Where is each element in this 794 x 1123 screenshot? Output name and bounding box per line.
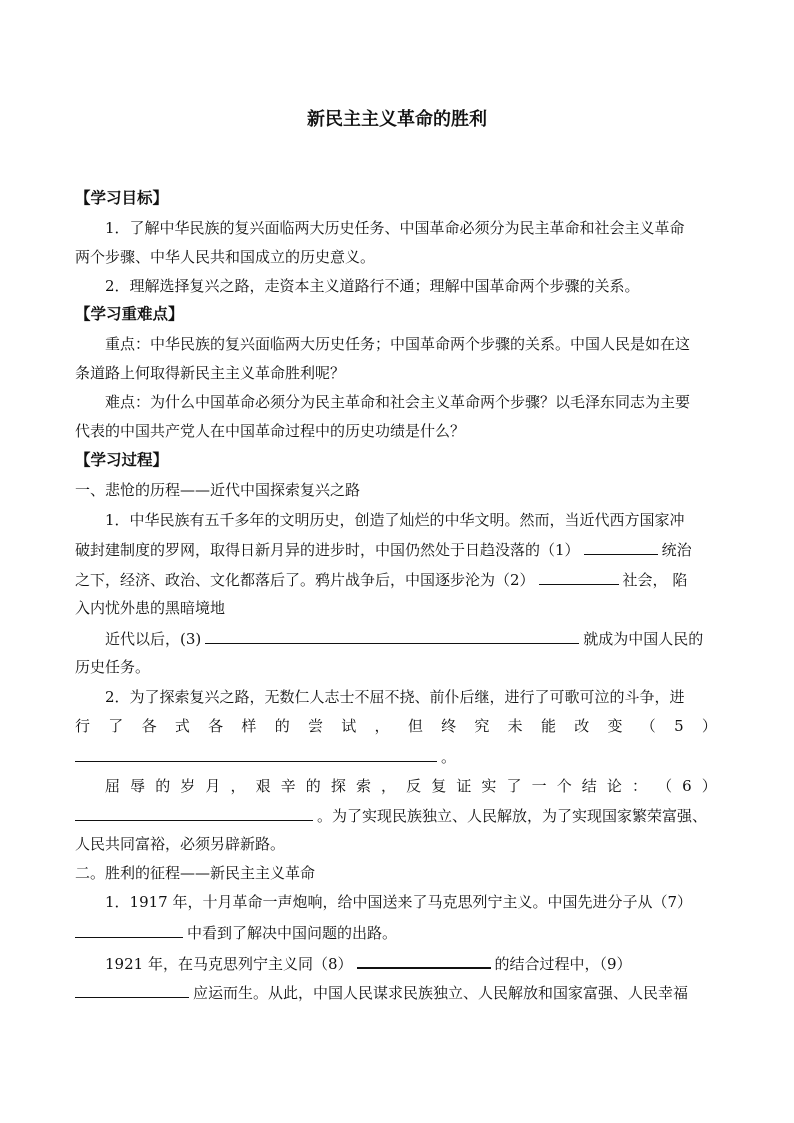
paragraph-2-line-4 xyxy=(105,776,717,796)
paragraph-2-line-3 xyxy=(75,746,794,767)
paragraph-2-line-5-end: 。为了实现民族独立、人民解放，为了实现国家繁荣富强、 xyxy=(317,807,708,825)
paragraph-2-line-4-char: 结 xyxy=(581,777,597,795)
objectives-heading: 【学习目标】 xyxy=(75,188,169,207)
difficulty-line-2: 代表的中国共产党人在中国革命过程中的历史功绩是什么？ xyxy=(75,422,466,440)
paragraph-2-line-4-char: 复 xyxy=(431,777,447,795)
paragraph-2-line-5 xyxy=(75,805,794,826)
paragraph-2-line-2-char: 各 xyxy=(208,717,224,735)
paragraph-2-line-4-char: 岁 xyxy=(180,777,196,795)
paragraph-1-line-3-text: 之下，经济、政治、文化都落后了。鸦片战争后，中国逐步沦为（2） xyxy=(75,571,535,589)
blank-3[interactable] xyxy=(205,628,579,644)
paragraph-1-line-5-end: 就成为中国人民的 xyxy=(583,630,704,648)
paragraph-1-line-6: 历史任务。 xyxy=(75,658,151,676)
paragraph-2-line-2-char: 试 xyxy=(341,717,357,735)
key-point-line-2: 条道路上何取得新民主主义革命胜利呢？ xyxy=(75,364,346,382)
paragraph-2-line-2-char: （ xyxy=(640,717,656,735)
objective-1-line-1: 1．了解中华民族的复兴面临两大历史任务、中国革命必须分为民主革命和社会主义革命 xyxy=(105,219,685,237)
paragraph-2-line-4-char: ， xyxy=(381,777,397,795)
paragraph-1-line-5 xyxy=(105,628,794,649)
paragraph-3-line-2 xyxy=(75,922,794,943)
paragraph-2-line-4-char: 证 xyxy=(456,777,472,795)
paragraph-2-line-2-char: 5 xyxy=(674,717,684,735)
paragraph-2-line-2-char: 式 xyxy=(174,717,190,735)
paragraph-2-line-2-char: 变 xyxy=(607,717,623,735)
blank-1[interactable] xyxy=(584,539,658,555)
paragraph-4-line-2 xyxy=(75,982,794,1003)
paragraph-2-line-4-char: ， xyxy=(230,777,246,795)
paragraph-2-line-2-char: 的 xyxy=(274,717,290,735)
paragraph-2-line-6: 人民共同富裕，必须另辟新路。 xyxy=(75,835,286,853)
paragraph-2-line-2-char: 样 xyxy=(241,717,257,735)
blank-2[interactable] xyxy=(539,569,619,585)
paragraph-2-line-2-char: 尝 xyxy=(307,717,323,735)
paragraph-2-line-2-char: 终 xyxy=(441,717,457,735)
paragraph-4-line-1-text: 1921 年，在马克思列宁主义同（8） xyxy=(105,955,353,973)
paragraph-1-line-1: 1．中华民族有五千多年的文明历史，创造了灿烂的中华文明。然而，当近代西方国家冲 xyxy=(105,511,685,529)
key-point-line-1: 重点：中华民族的复兴面临两大历史任务；中国革命两个步骤的关系。中国人民是如在这 xyxy=(105,335,691,353)
paragraph-1-line-3-end: 社会， 陷 xyxy=(622,571,688,589)
paragraph-2-line-4-char: 艰 xyxy=(255,777,271,795)
paragraph-2-line-4-char: （ xyxy=(657,777,673,795)
paragraph-2-line-2-char: ， xyxy=(374,717,390,735)
paragraph-2-line-4-char: 辱 xyxy=(130,777,146,795)
paragraph-4-line-1 xyxy=(105,952,794,974)
paragraph-1-line-2-end: 统治 xyxy=(661,541,692,559)
difficulty-line-1: 难点：为什么中国革命必须分为民主革命和社会主义革命两个步骤？以毛泽东同志为主要 xyxy=(105,393,691,411)
blank-6[interactable] xyxy=(75,805,313,821)
paragraph-2-line-2-char: 能 xyxy=(540,717,556,735)
paragraph-2-line-1: 2．为了探索复兴之路，无数仁人志士不屈不挠、前仆后继，进行了可歌可泣的斗争，进 xyxy=(105,688,685,706)
paragraph-2-line-4-char: 一 xyxy=(531,777,547,795)
paragraph-4-line-2-end: 应运而生。从此，中国人民谋求民族独立、人民解放和国家富强、人民幸福 xyxy=(193,984,689,1002)
document-title: 新民主主义革命的胜利 xyxy=(307,109,487,130)
paragraph-2-line-2-char: 但 xyxy=(407,717,423,735)
paragraph-2-line-4-char: 实 xyxy=(481,777,497,795)
paragraph-2-line-2-char: 改 xyxy=(574,717,590,735)
paragraph-1-line-2 xyxy=(75,539,794,560)
blank-8[interactable] xyxy=(357,952,491,969)
paragraph-2-line-4-char: 了 xyxy=(506,777,522,795)
paragraph-2-line-4-char: 的 xyxy=(305,777,321,795)
paragraph-2-line-2-char: ） xyxy=(701,717,717,735)
paragraph-1-line-4: 入内忧外患的黑暗境地 xyxy=(75,599,226,617)
paragraph-2-line-4-char: 屈 xyxy=(105,777,121,795)
paragraph-3-line-2-end: 中看到了解决中国问题的出路。 xyxy=(187,924,398,942)
objective-2: 2．理解选择复兴之路，走资本主义道路行不通；理解中国革命两个步骤的关系。 xyxy=(105,277,640,295)
paragraph-1-line-2-text: 破封建制度的罗网，取得日新月异的进步时，中国仍然处于日趋没落的（1） xyxy=(75,541,580,559)
blank-9[interactable] xyxy=(75,982,189,998)
objective-1-line-2: 两个步骤、中华人民共和国成立的历史意义。 xyxy=(75,248,376,266)
paragraph-2-line-2 xyxy=(75,716,717,736)
process-heading: 【学习过程】 xyxy=(75,450,169,469)
paragraph-2-line-4-char: 索 xyxy=(355,777,371,795)
paragraph-2-line-3-end: 。 xyxy=(441,748,457,766)
paragraph-2-line-2-char: 未 xyxy=(507,717,523,735)
paragraph-3-line-1: 1．1917 年，十月革命一声炮响，给中国送来了马克思列宁主义。中国先进分子从（7） xyxy=(105,893,693,911)
paragraph-2-line-2-char: 究 xyxy=(474,717,490,735)
part-1-title: 一、悲怆的历程——近代中国探索复兴之路 xyxy=(75,481,361,499)
paragraph-2-line-4-char: 月 xyxy=(205,777,221,795)
paragraph-2-line-2-char: 了 xyxy=(108,717,124,735)
part-2-title: 二。胜利的征程——新民主主义革命 xyxy=(75,864,316,882)
paragraph-2-line-4-char: 的 xyxy=(155,777,171,795)
paragraph-2-line-4-char: 论 xyxy=(606,777,622,795)
paragraph-2-line-4-char: 6 xyxy=(682,777,692,795)
paragraph-2-line-2-char: 各 xyxy=(141,717,157,735)
paragraph-2-line-4-char: ： xyxy=(631,777,647,795)
paragraph-2-line-4-char: 辛 xyxy=(280,777,296,795)
blank-5[interactable] xyxy=(75,746,437,762)
key-points-heading: 【学习重难点】 xyxy=(75,304,184,323)
paragraph-1-line-5-text: 近代以后，(3) xyxy=(105,630,202,648)
paragraph-4-line-1-end: 的结合过程中，（9） xyxy=(494,955,632,973)
paragraph-2-line-4-char: 探 xyxy=(330,777,346,795)
blank-7[interactable] xyxy=(75,922,183,938)
paragraph-1-line-3 xyxy=(75,569,794,590)
paragraph-2-line-4-char: 反 xyxy=(406,777,422,795)
paragraph-2-line-2-char: 行 xyxy=(75,717,91,735)
paragraph-2-line-4-char: ） xyxy=(701,777,717,795)
paragraph-2-line-4-char: 个 xyxy=(556,777,572,795)
